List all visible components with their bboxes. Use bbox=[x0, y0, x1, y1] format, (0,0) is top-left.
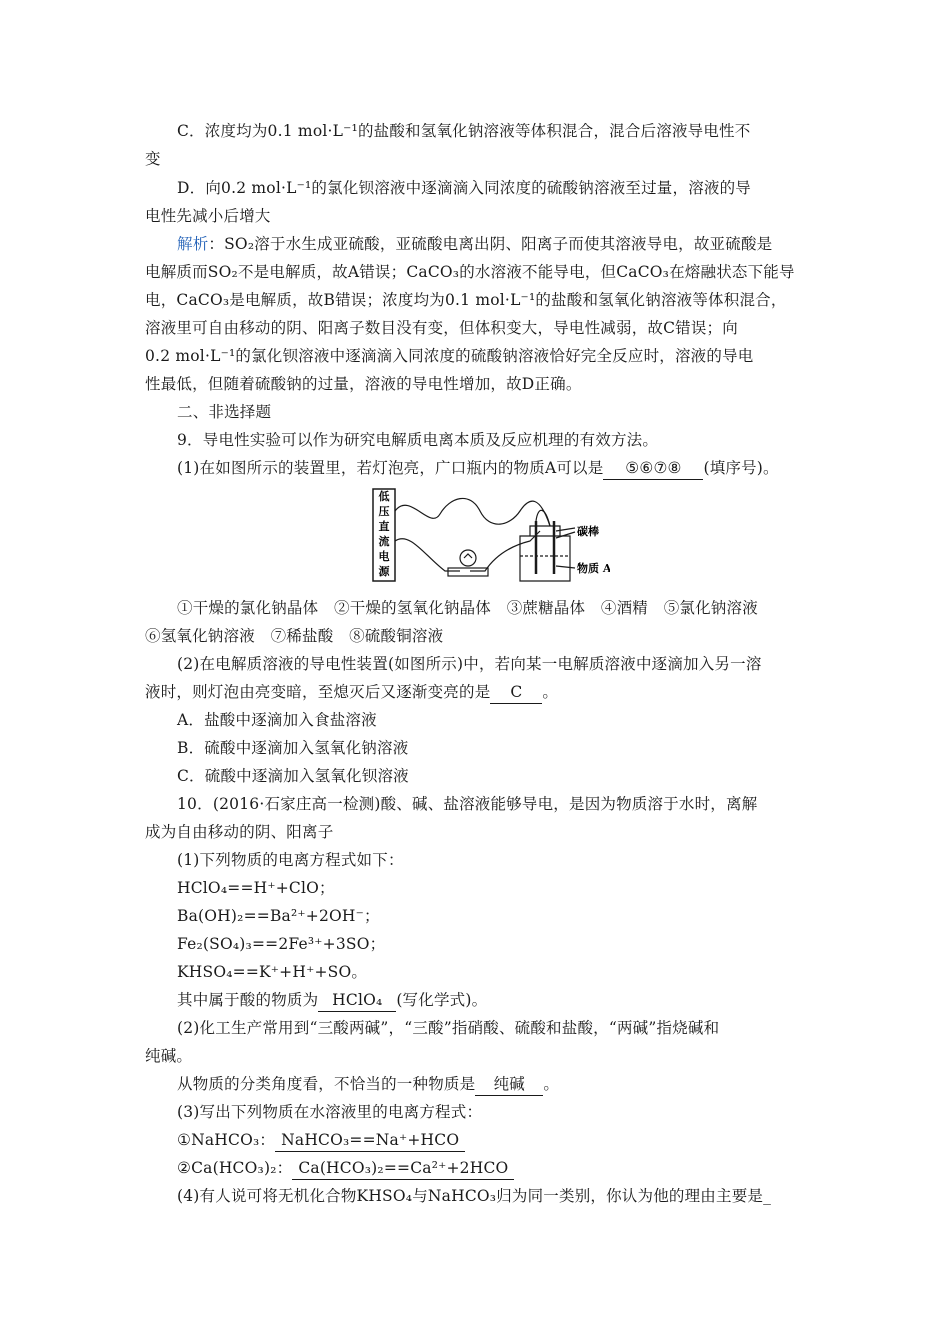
equation-4: KHSO₄==K⁺+H⁺+SO。 bbox=[177, 963, 368, 981]
cahco3-answer: Ca(HCO₃)₂==Ca²⁺+2HCO bbox=[292, 1157, 514, 1180]
substance-label: 物质 A bbox=[577, 562, 610, 575]
options-line-1: ①干燥的氯化钠晶体 ②干燥的氢氧化钠晶体 ③蔗糖晶体 ④酒精 ⑤氯化钠溶液 bbox=[177, 599, 758, 617]
explanation-line-2: 电解质而SO₂不是电解质，故A错误；CaCO₃的水溶液不能导电，但CaCO₃在熔融状态下能导 bbox=[145, 263, 795, 281]
explanation-text-1: ：SO₂溶于水生成亚硫酸，亚硫酸电离出阴、阳离子而使其溶液导电，故亚硫酸是 bbox=[208, 235, 773, 253]
power-label-6: 源 bbox=[378, 565, 390, 578]
wire-left bbox=[395, 539, 460, 571]
question-10-part-1: (1)下列物质的电离方程式如下： bbox=[177, 851, 404, 869]
acid-text: 其中属于酸的物质为 bbox=[177, 991, 319, 1009]
power-label-4: 流 bbox=[378, 535, 390, 548]
q9-2-option-a: A．盐酸中逐滴加入食盐溶液 bbox=[177, 711, 377, 729]
lamp-bulb bbox=[460, 550, 476, 566]
power-label-3: 直 bbox=[378, 520, 390, 533]
option-d-line-2: 电性先减小后增大 bbox=[145, 207, 271, 225]
equation-3: Fe₂(SO₄)₃==2Fe³⁺+3SO； bbox=[177, 935, 386, 953]
power-label-1: 低 bbox=[378, 490, 390, 503]
cahco3-label: ②Ca(HCO₃)₂： bbox=[177, 1159, 293, 1177]
acid-answer: HClO₄ bbox=[318, 989, 396, 1012]
q9-2-option-c: C．硫酸中逐滴加入氢氧化钡溶液 bbox=[177, 767, 409, 785]
apparatus-diagram bbox=[370, 486, 610, 586]
section-heading: 二、非选择题 bbox=[177, 403, 272, 421]
explanation-line-5: 0.2 mol·L⁻¹的氯化钡溶液中逐滴滴入同浓度的硫酸钠溶液恰好完全反应时，溶液的导电 bbox=[145, 347, 754, 365]
question-10-part-4: (4)有人说可将无机化合物KHSO₄与NaHCO₃归为同一类别，你认为他的理由主要是_ bbox=[177, 1187, 772, 1205]
option-d-line-1: D．向0.2 mol·L⁻¹的氯化钡溶液中逐滴滴入同浓度的硫酸钠溶液至过量，溶液的导 bbox=[177, 179, 752, 197]
option-c-line-2: 变 bbox=[145, 150, 161, 168]
question-9-part-1 bbox=[177, 457, 779, 480]
explanation-line-3: 电，CaCO₃是电解质，故B错误；浓度均为0.1 mol·L⁻¹的盐酸和氢氧化钠溶液等体积混合， bbox=[145, 291, 787, 309]
q9-1-suffix: (填序号)。 bbox=[703, 459, 779, 477]
wire-right bbox=[470, 531, 540, 571]
question-9-stem: 9．导电性实验可以作为研究电解质电离本质及反应机理的有效方法。 bbox=[177, 431, 659, 449]
acid-question bbox=[177, 989, 487, 1012]
q9-2-option-b: B．硫酸中逐滴加入氢氧化钠溶液 bbox=[177, 739, 409, 757]
nahco3-label: ①NaHCO₃： bbox=[177, 1131, 276, 1149]
explanation-line-4: 溶液里可自由移动的阴、阳离子数目没有变，但体积变大，导电性减弱，故C错误；向 bbox=[145, 319, 738, 337]
nahco3-line bbox=[177, 1129, 465, 1152]
explanation-line-1 bbox=[177, 233, 772, 255]
power-label-2: 压 bbox=[378, 505, 390, 518]
lamp-base bbox=[448, 568, 488, 576]
jar bbox=[520, 536, 570, 581]
q9-2-answer: C bbox=[490, 681, 542, 704]
equation-2: Ba(OH)₂==Ba²⁺+2OH⁻； bbox=[177, 907, 380, 925]
cahco3-line bbox=[177, 1157, 514, 1180]
explanation-label: 解析 bbox=[177, 235, 209, 253]
classification-question bbox=[177, 1073, 559, 1096]
rod-label: 碳棒 bbox=[577, 525, 599, 538]
nahco3-answer: NaHCO₃==Na⁺+HCO bbox=[275, 1129, 465, 1152]
question-10-part-2-line-2: 纯碱。 bbox=[145, 1047, 193, 1065]
conductivity-apparatus-figure bbox=[370, 486, 610, 586]
question-10-line-1: 10．(2016·石家庄高一检测)酸、碱、盐溶液能够导电，是因为物质溶于水时，离解 bbox=[177, 795, 758, 813]
classification-answer: 纯碱 bbox=[475, 1073, 543, 1096]
question-10-line-2: 成为自由移动的阴、阳离子 bbox=[145, 823, 334, 841]
q9-1-answer: ⑤⑥⑦⑧ bbox=[603, 457, 703, 480]
option-c-line-1: C．浓度均为0.1 mol·L⁻¹的盐酸和氢氧化钠溶液等体积混合，混合后溶液导电性不 bbox=[177, 122, 751, 140]
options-line-2: ⑥氢氧化钠溶液 ⑦稀盐酸 ⑧硫酸铜溶液 bbox=[145, 627, 444, 645]
equation-1: HClO₄==H⁺+ClO； bbox=[177, 879, 335, 897]
acid-suffix: (写化学式)。 bbox=[396, 991, 488, 1009]
q9-2-suffix: 。 bbox=[542, 683, 559, 701]
classification-suffix: 。 bbox=[543, 1075, 560, 1093]
wire-top bbox=[395, 498, 550, 526]
question-9-part-2-line-2 bbox=[145, 681, 558, 704]
question-9-part-2-line-1: (2)在电解质溶液的导电性装置(如图所示)中，若向某一电解质溶液中逐滴加入另一溶 bbox=[177, 655, 762, 673]
q9-1-text: (1)在如图所示的装置里，若灯泡亮，广口瓶内的物质A可以是 bbox=[177, 459, 604, 477]
question-10-part-3: (3)写出下列物质在水溶液里的电离方程式： bbox=[177, 1103, 483, 1121]
question-10-part-2-line-1: (2)化工生产常用到“三酸两碱”，“三酸”指硝酸、硫酸和盐酸，“两碱”指烧碱和 bbox=[177, 1019, 720, 1037]
power-label-5: 电 bbox=[378, 550, 390, 563]
explanation-line-6: 性最低，但随着硫酸钠的过量，溶液的导电性增加，故D正确。 bbox=[145, 375, 582, 393]
q9-2-text: 液时，则灯泡由亮变暗，至熄灭后又逐渐变亮的是 bbox=[145, 683, 491, 701]
classification-text: 从物质的分类角度看，不恰当的一种物质是 bbox=[177, 1075, 476, 1093]
